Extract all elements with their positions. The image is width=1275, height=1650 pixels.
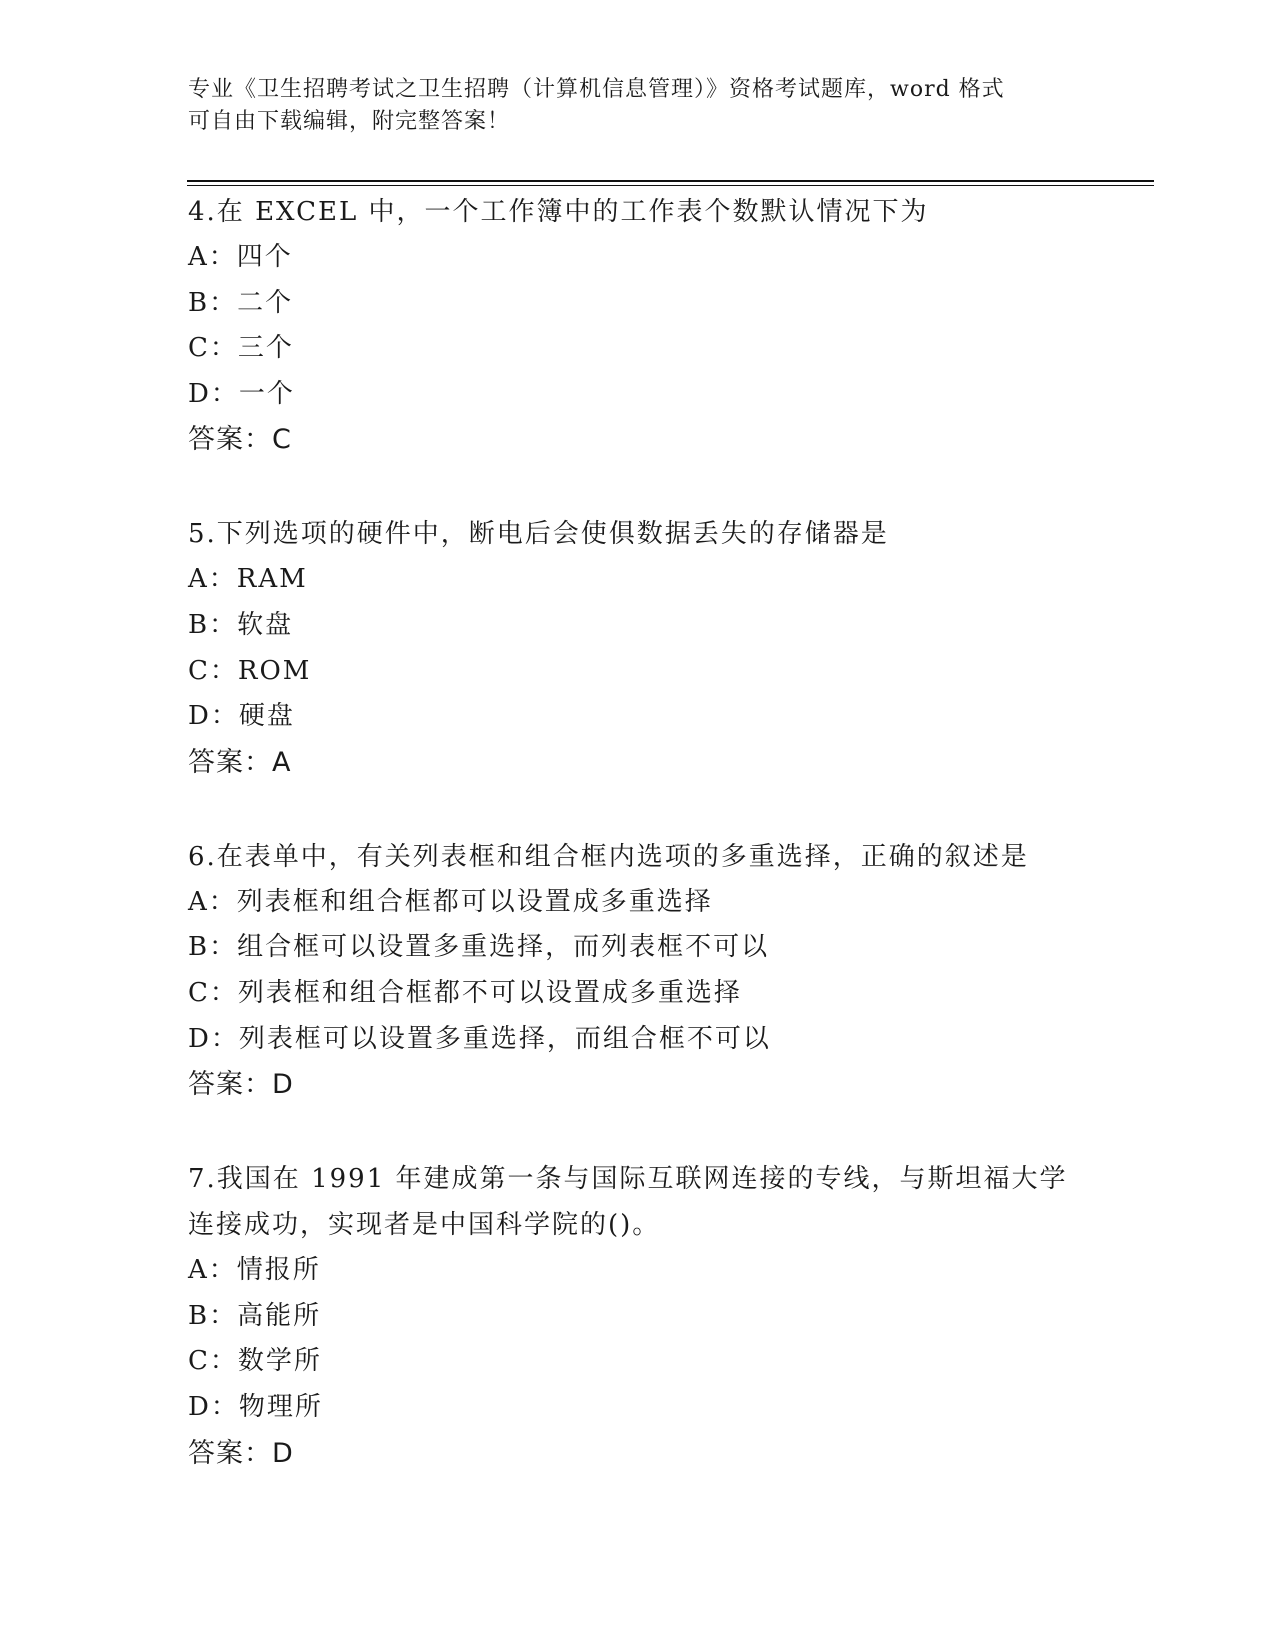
option-b: B：高能所	[188, 1300, 322, 1331]
question-text-line-1: 7.我国在 1991 年建成第一条与国际互联网连接的专线，与斯坦福大学	[188, 1164, 1068, 1195]
option-d: D：硬盘	[188, 701, 295, 732]
question-text: 4.在 EXCEL 中，一个工作簿中的工作表个数默认情况下为	[188, 197, 929, 227]
question-text-line-2: 连接成功，实现者是中国科学院的()。	[188, 1210, 661, 1241]
question-5	[188, 511, 1148, 785]
answer: 答案：C	[188, 424, 292, 456]
option-a: A：四个	[188, 242, 293, 272]
option-a: A：情报所	[188, 1255, 321, 1286]
option-c: C：三个	[188, 333, 294, 364]
question-text: 5.下列选项的硬件中，断电后会使俱数据丢失的存储器是	[188, 519, 889, 550]
question-7	[188, 1156, 1148, 1476]
answer: 答案：A	[188, 746, 292, 778]
answer: 答案：D	[188, 1437, 294, 1469]
question-text: 6.在表单中，有关列表框和组合框内选项的多重选择，正确的叙述是	[188, 841, 1029, 872]
option-a: A：列表框和组合框都可以设置成多重选择	[188, 886, 713, 917]
option-b: B：组合框可以设置多重选择，而列表框不可以	[188, 932, 770, 963]
option-c: C：列表框和组合框都不可以设置成多重选择	[188, 977, 742, 1008]
option-b: B：软盘	[188, 609, 294, 640]
header-line-1: 专业《卫生招聘考试之卫生招聘（计算机信息管理）》资格考试题库，word 格式	[188, 77, 1005, 102]
header-rule-thin	[187, 185, 1154, 186]
question-4	[188, 189, 1148, 463]
question-6	[188, 834, 1148, 1108]
answer: 答案：D	[188, 1069, 294, 1101]
document-header	[188, 74, 1088, 138]
header-rule-thick	[187, 180, 1154, 182]
option-d: D：一个	[188, 378, 295, 409]
question-list	[188, 189, 1148, 1525]
option-c: C：ROM	[188, 655, 312, 686]
option-a: A：RAM	[188, 564, 308, 595]
header-line-2: 可自由下载编辑，附完整答案！	[188, 109, 511, 134]
option-d: D：物理所	[188, 1391, 323, 1422]
option-d: D：列表框可以设置多重选择，而组合框不可以	[188, 1023, 771, 1054]
option-c: C：数学所	[188, 1346, 322, 1377]
option-b: B：二个	[188, 287, 294, 318]
